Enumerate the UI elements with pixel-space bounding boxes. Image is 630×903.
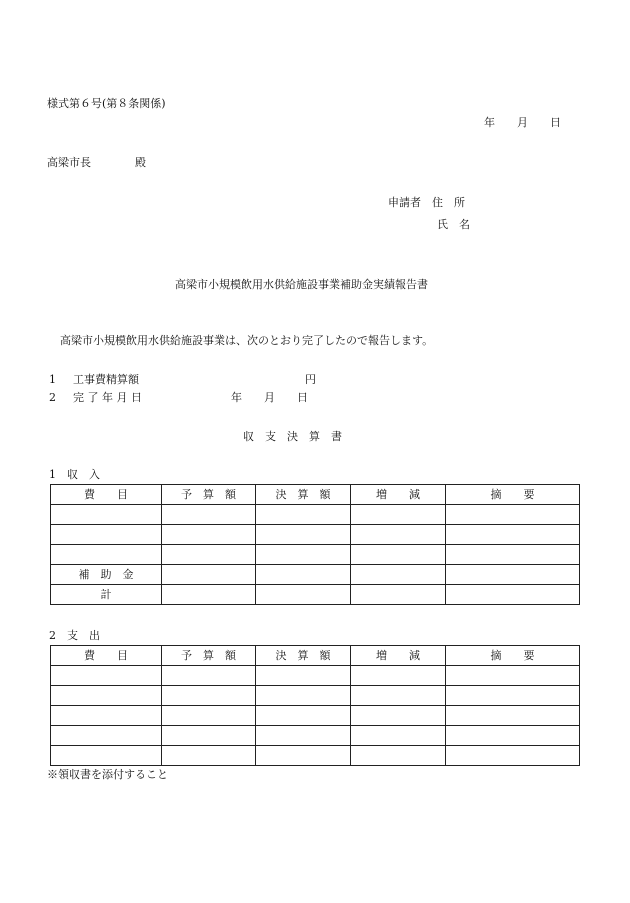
column-header: 予 算 額 bbox=[162, 485, 256, 505]
table-cell[interactable] bbox=[162, 666, 256, 686]
table-cell[interactable] bbox=[162, 545, 256, 565]
table-row bbox=[51, 525, 580, 545]
table-cell[interactable] bbox=[446, 746, 580, 766]
column-header: 決 算 額 bbox=[256, 646, 351, 666]
body-text: 高梁市小規模飲用水供給施設事業は、次のとおり完了したので報告します。 bbox=[60, 334, 434, 347]
table-cell[interactable] bbox=[351, 686, 446, 706]
table-cell[interactable] bbox=[51, 746, 162, 766]
table-cell[interactable] bbox=[162, 706, 256, 726]
table-row bbox=[51, 706, 580, 726]
item-value: 円 bbox=[305, 373, 316, 386]
table-cell[interactable] bbox=[446, 726, 580, 746]
column-header: 摘 要 bbox=[446, 646, 580, 666]
table-cell[interactable] bbox=[162, 585, 256, 605]
table-cell[interactable] bbox=[351, 726, 446, 746]
footnote: ※領収書を添付すること bbox=[47, 768, 168, 781]
table-cell[interactable] bbox=[446, 565, 580, 585]
section-heading: 2 支 出 bbox=[49, 629, 100, 642]
table-row-total bbox=[51, 585, 580, 605]
column-header: 増 減 bbox=[351, 485, 446, 505]
table-cell[interactable] bbox=[256, 686, 351, 706]
column-header: 予 算 額 bbox=[162, 646, 256, 666]
table-row bbox=[51, 545, 580, 565]
table-cell[interactable] bbox=[256, 746, 351, 766]
table-cell[interactable] bbox=[162, 726, 256, 746]
column-header: 決 算 額 bbox=[256, 485, 351, 505]
table-cell[interactable] bbox=[256, 666, 351, 686]
column-header: 費 目 bbox=[51, 485, 162, 505]
item-label: 完 了 年 月 日 bbox=[73, 391, 142, 404]
table-cell[interactable] bbox=[446, 706, 580, 726]
form-id: 様式第６号(第８条関係) bbox=[47, 97, 166, 110]
table-cell[interactable] bbox=[351, 585, 446, 605]
settlement-title: 収 支 決 算 書 bbox=[243, 430, 342, 443]
date-line: 年 月 日 bbox=[484, 116, 561, 129]
item-label: 工事費精算額 bbox=[73, 373, 139, 386]
table-cell[interactable] bbox=[51, 666, 162, 686]
table-cell[interactable] bbox=[256, 565, 351, 585]
table-header-row bbox=[51, 646, 580, 666]
table-cell[interactable] bbox=[51, 545, 162, 565]
table-row-subsidy bbox=[51, 565, 580, 585]
table-cell[interactable] bbox=[256, 545, 351, 565]
table-row bbox=[51, 666, 580, 686]
table-cell[interactable] bbox=[51, 726, 162, 746]
table-header-row bbox=[51, 485, 580, 505]
table-cell[interactable] bbox=[162, 565, 256, 585]
table-cell[interactable] bbox=[351, 666, 446, 686]
table-cell[interactable] bbox=[351, 505, 446, 525]
table-cell[interactable] bbox=[351, 565, 446, 585]
table-cell[interactable] bbox=[51, 525, 162, 545]
table-cell[interactable] bbox=[256, 585, 351, 605]
applicant-name-label: 氏 名 bbox=[437, 218, 470, 231]
table-cell[interactable] bbox=[256, 726, 351, 746]
table-cell[interactable] bbox=[446, 686, 580, 706]
table-cell[interactable] bbox=[162, 686, 256, 706]
table-row bbox=[51, 505, 580, 525]
expenditure-table bbox=[50, 645, 580, 766]
table-cell[interactable] bbox=[446, 666, 580, 686]
page-title: 高梁市小規模飲用水供給施設事業補助金実績報告書 bbox=[175, 278, 428, 291]
table-cell[interactable] bbox=[162, 746, 256, 766]
item-number: 1 bbox=[49, 373, 56, 386]
table-cell[interactable] bbox=[256, 505, 351, 525]
table-cell: 補 助 金 bbox=[51, 565, 162, 585]
item-value: 年 月 日 bbox=[231, 391, 308, 404]
table-cell[interactable] bbox=[351, 525, 446, 545]
column-header: 費 目 bbox=[51, 646, 162, 666]
table-row bbox=[51, 686, 580, 706]
applicant-address-label: 申請者 住 所 bbox=[388, 196, 465, 209]
section-heading: 1 収 入 bbox=[49, 468, 100, 481]
table-cell[interactable] bbox=[256, 706, 351, 726]
table-cell: 計 bbox=[51, 585, 162, 605]
table-cell[interactable] bbox=[51, 706, 162, 726]
table-cell[interactable] bbox=[446, 525, 580, 545]
table-cell[interactable] bbox=[446, 545, 580, 565]
addressee: 高梁市長 殿 bbox=[47, 156, 146, 169]
table-cell[interactable] bbox=[51, 505, 162, 525]
column-header: 摘 要 bbox=[446, 485, 580, 505]
table-cell[interactable] bbox=[162, 505, 256, 525]
table-cell[interactable] bbox=[51, 686, 162, 706]
table-cell[interactable] bbox=[162, 525, 256, 545]
table-cell[interactable] bbox=[351, 706, 446, 726]
table-cell[interactable] bbox=[256, 525, 351, 545]
income-table bbox=[50, 484, 580, 605]
table-cell[interactable] bbox=[446, 505, 580, 525]
column-header: 増 減 bbox=[351, 646, 446, 666]
table-cell[interactable] bbox=[446, 585, 580, 605]
table-cell[interactable] bbox=[351, 746, 446, 766]
table-row bbox=[51, 726, 580, 746]
item-number: 2 bbox=[49, 391, 56, 404]
table-cell[interactable] bbox=[351, 545, 446, 565]
table-row bbox=[51, 746, 580, 766]
